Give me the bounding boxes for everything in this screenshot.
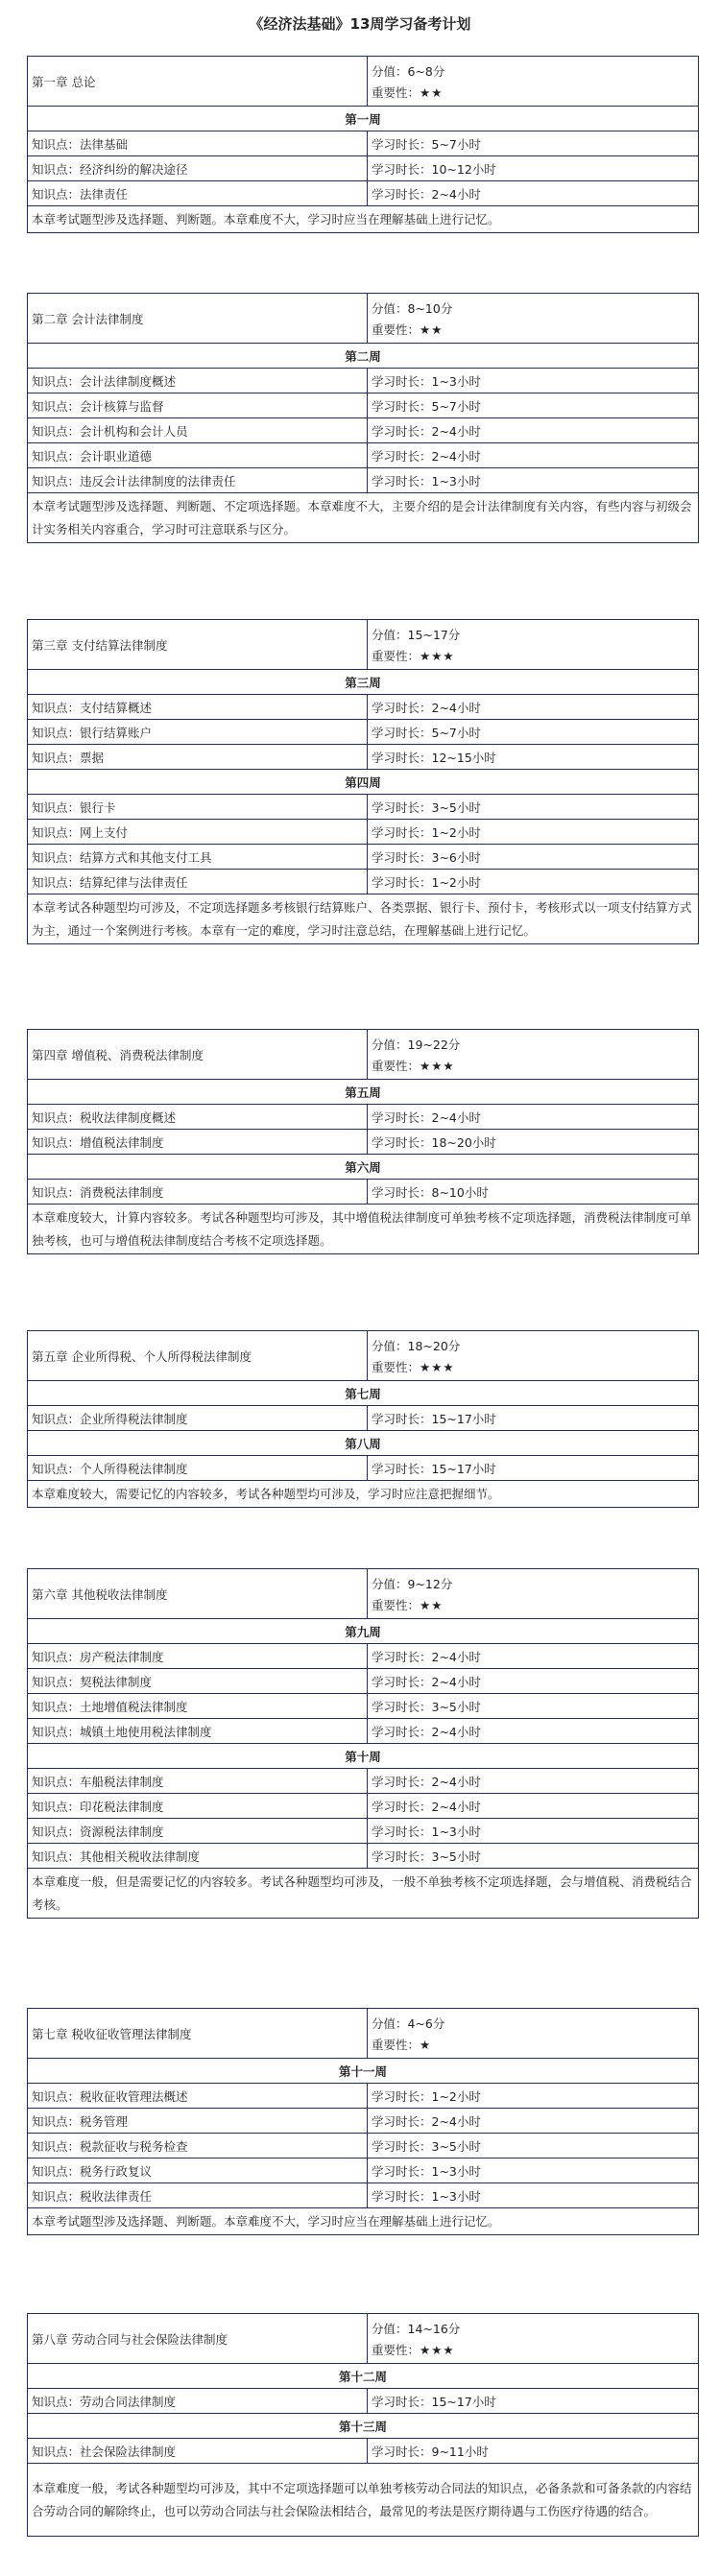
chapter-note-row (28, 1869, 699, 1919)
importance-line (372, 1595, 694, 1616)
knowledge-point: 知识点：印花税法律制度 (28, 1794, 368, 1819)
chapter-info (368, 2009, 699, 2059)
knowledge-point: 知识点：税务行政复议 (28, 2159, 368, 2183)
knowledge-point: 知识点：其他相关税收法律制度 (28, 1844, 368, 1869)
score-text: 分值：8~10分 (372, 301, 453, 316)
week-row (28, 344, 699, 369)
chapter-table (27, 1029, 699, 1254)
chapter-header-row (28, 620, 699, 670)
study-duration: 学习时长：3~5小时 (368, 795, 699, 820)
knowledge-point: 知识点：增值税法律制度 (28, 1130, 368, 1155)
study-duration: 学习时长：15~17小时 (368, 2389, 699, 2414)
importance-stars: ★★★ (420, 1360, 455, 1374)
week-label: 第十一周 (28, 2059, 699, 2084)
knowledge-point: 知识点：结算纪律与法律责任 (28, 870, 368, 894)
study-duration: 学习时长：1~3小时 (368, 369, 699, 394)
importance-label: 重要性： (372, 649, 420, 663)
importance-stars: ★★★ (420, 1059, 455, 1073)
week-label: 第十周 (28, 1744, 699, 1769)
importance-line (372, 1056, 694, 1077)
chapter-note-row (28, 206, 699, 233)
study-duration: 学习时长：3~5小时 (368, 1694, 699, 1719)
study-duration: 学习时长：3~5小时 (368, 2134, 699, 2159)
importance-label: 重要性： (372, 85, 420, 100)
chapter-note: 本章考试各种题型均可涉及，不定项选择题多考核银行结算账户、各类票据、银行卡、预付卡，考核形式以一项支付结算方式为主，通过一个案例进行考核。本章有一定的难度，学习时注意总结，在理解基础上进行记忆。 (28, 894, 699, 944)
chapter-table (27, 56, 699, 233)
importance-label: 重要性： (372, 1598, 420, 1612)
chapter-note: 本章考试题型涉及选择题、判断题。本章难度不大，学习时应当在理解基础上进行记忆。 (28, 206, 699, 233)
chapter-note-row (28, 894, 699, 944)
importance-line (372, 83, 694, 104)
knowledge-row (28, 1105, 699, 1130)
knowledge-row (28, 2389, 699, 2414)
chapter-header-row (28, 1030, 699, 1080)
knowledge-row (28, 1819, 699, 1844)
chapter-info (368, 1030, 699, 1080)
knowledge-row (28, 795, 699, 820)
knowledge-row (28, 2183, 699, 2208)
knowledge-point: 知识点：银行卡 (28, 795, 368, 820)
chapter-header-row (28, 2314, 699, 2364)
week-label: 第一周 (28, 107, 699, 131)
score-text: 分值：4~6分 (372, 2016, 445, 2031)
knowledge-point: 知识点：资源税法律制度 (28, 1819, 368, 1844)
knowledge-row (28, 1669, 699, 1694)
chapter-note-row (28, 493, 699, 543)
score-text: 分值：15~17分 (372, 628, 461, 642)
chapter-note: 本章难度一般，考试各种题型均可涉及，其中不定项选择题可以单独考核劳动合同法的知识点，必备条款和可备条款的内容结合劳动合同的解除终止，也可以劳动合同法与社会保险法相结合，最常见的考法是医疗期待遇与工伤医疗待遇的结合。 (28, 2464, 699, 2537)
chapter-info (368, 1569, 699, 1619)
week-row (28, 107, 699, 131)
chapter-table (27, 293, 699, 543)
importance-stars: ★ (420, 2038, 432, 2052)
knowledge-row (28, 468, 699, 493)
week-row (28, 1744, 699, 1769)
importance-line (372, 646, 694, 667)
knowledge-row (28, 1180, 699, 1205)
knowledge-row (28, 1769, 699, 1794)
chapter-title: 第二章 会计法律制度 (28, 294, 368, 344)
chapter-table (27, 619, 699, 944)
knowledge-row (28, 156, 699, 181)
week-row (28, 770, 699, 795)
knowledge-row (28, 2109, 699, 2134)
knowledge-row (28, 394, 699, 418)
week-label: 第三周 (28, 670, 699, 695)
chapter-info (368, 2314, 699, 2364)
chapter-table (27, 2313, 699, 2537)
knowledge-point: 知识点：会计机构和会计人员 (28, 418, 368, 443)
importance-label: 重要性： (372, 1360, 420, 1374)
knowledge-point: 知识点：经济纠纷的解决途径 (28, 156, 368, 181)
study-duration: 学习时长：15~17小时 (368, 1406, 699, 1431)
knowledge-row (28, 745, 699, 770)
knowledge-row (28, 870, 699, 894)
knowledge-point: 知识点：社会保险法律制度 (28, 2439, 368, 2464)
score-text: 分值：9~12分 (372, 1577, 453, 1591)
chapter-table (27, 2008, 699, 2235)
knowledge-row (28, 2134, 699, 2159)
knowledge-row (28, 2439, 699, 2464)
study-duration: 学习时长：2~4小时 (368, 1719, 699, 1744)
chapter-title: 第八章 劳动合同与社会保险法律制度 (28, 2314, 368, 2364)
week-label: 第十三周 (28, 2414, 699, 2439)
week-row (28, 1619, 699, 1644)
week-label: 第九周 (28, 1619, 699, 1644)
chapter-title: 第七章 税收征收管理法律制度 (28, 2009, 368, 2059)
knowledge-point: 知识点：会计职业道德 (28, 443, 368, 468)
study-duration: 学习时长：2~4小时 (368, 1105, 699, 1130)
study-duration: 学习时长：3~6小时 (368, 845, 699, 870)
knowledge-point: 知识点：消费税法律制度 (28, 1180, 368, 1205)
study-duration: 学习时长：5~7小时 (368, 131, 699, 156)
knowledge-point: 知识点：银行结算账户 (28, 720, 368, 745)
chapter-title: 第四章 增值税、消费税法律制度 (28, 1030, 368, 1080)
week-label: 第五周 (28, 1080, 699, 1105)
week-label: 第七周 (28, 1381, 699, 1406)
knowledge-point: 知识点：税款征收与税务检查 (28, 2134, 368, 2159)
chapter-note: 本章难度较大，计算内容较多。考试各种题型均可涉及，其中增值税法律制度可单独考核不定项选择题，消费税法律制度可单独考核，也可与增值税法律制度结合考核不定项选择题。 (28, 1205, 699, 1254)
knowledge-point: 知识点：土地增值税法律制度 (28, 1694, 368, 1719)
knowledge-point: 知识点：个人所得税法律制度 (28, 1456, 368, 1481)
chapter-note-row (28, 2464, 699, 2537)
knowledge-point: 知识点：企业所得税法律制度 (28, 1406, 368, 1431)
knowledge-point: 知识点：税收法律责任 (28, 2183, 368, 2208)
chapter-info (368, 1331, 699, 1381)
knowledge-row (28, 1406, 699, 1431)
week-row (28, 1431, 699, 1456)
chapter-title: 第五章 企业所得税、个人所得税法律制度 (28, 1331, 368, 1381)
chapter-header-row (28, 294, 699, 344)
knowledge-point: 知识点：支付结算概述 (28, 695, 368, 720)
knowledge-row (28, 820, 699, 845)
chapter-header-row (28, 57, 699, 107)
knowledge-point: 知识点：法律基础 (28, 131, 368, 156)
week-row (28, 2414, 699, 2439)
chapter-note-row (28, 1205, 699, 1254)
importance-label: 重要性： (372, 2343, 420, 2357)
study-duration: 学习时长：2~4小时 (368, 1769, 699, 1794)
knowledge-row (28, 1844, 699, 1869)
knowledge-row (28, 2084, 699, 2109)
score-text: 分值：14~16分 (372, 2322, 461, 2336)
score-text: 分值：18~20分 (372, 1339, 461, 1353)
knowledge-point: 知识点：契税法律制度 (28, 1669, 368, 1694)
week-label: 第六周 (28, 1155, 699, 1180)
week-row (28, 2059, 699, 2084)
importance-label: 重要性： (372, 322, 420, 337)
week-row (28, 670, 699, 695)
week-row (28, 1155, 699, 1180)
study-duration: 学习时长：2~4小时 (368, 1669, 699, 1694)
study-duration: 学习时长：8~10小时 (368, 1180, 699, 1205)
knowledge-point: 知识点：票据 (28, 745, 368, 770)
study-duration: 学习时长：2~4小时 (368, 1644, 699, 1669)
chapter-note: 本章考试题型涉及选择题、判断题、不定项选择题。本章难度不大，主要介绍的是会计法律制度有关内容，有些内容与初级会计实务相关内容重合，学习时可注意联系与区分。 (28, 493, 699, 543)
knowledge-row (28, 181, 699, 206)
chapter-note-row (28, 2208, 699, 2235)
importance-line (372, 1357, 694, 1378)
importance-stars: ★★★ (420, 2343, 455, 2357)
study-duration: 学习时长：15~17小时 (368, 1456, 699, 1481)
chapter-title: 第一章 总论 (28, 57, 368, 107)
week-row (28, 2364, 699, 2389)
study-duration: 学习时长：2~4小时 (368, 695, 699, 720)
knowledge-row (28, 1456, 699, 1481)
importance-line (372, 2035, 694, 2056)
study-duration: 学习时长：1~3小时 (368, 2183, 699, 2208)
knowledge-point: 知识点：法律责任 (28, 181, 368, 206)
knowledge-point: 知识点：会计核算与监督 (28, 394, 368, 418)
knowledge-row (28, 845, 699, 870)
knowledge-row (28, 2159, 699, 2183)
week-row (28, 1381, 699, 1406)
chapter-table (27, 1568, 699, 1919)
study-duration: 学习时长：2~4小时 (368, 181, 699, 206)
week-row (28, 1080, 699, 1105)
knowledge-point: 知识点：城镇土地使用税法律制度 (28, 1719, 368, 1744)
study-duration: 学习时长：1~2小时 (368, 870, 699, 894)
chapter-info (368, 57, 699, 107)
knowledge-point: 知识点：劳动合同法律制度 (28, 2389, 368, 2414)
knowledge-row (28, 418, 699, 443)
study-duration: 学习时长：10~12小时 (368, 156, 699, 181)
study-duration: 学习时长：1~3小时 (368, 1819, 699, 1844)
knowledge-point: 知识点：税收法律制度概述 (28, 1105, 368, 1130)
week-label: 第十二周 (28, 2364, 699, 2389)
week-label: 第八周 (28, 1431, 699, 1456)
study-duration: 学习时长：2~4小时 (368, 418, 699, 443)
week-label: 第二周 (28, 344, 699, 369)
importance-stars: ★★ (420, 322, 444, 337)
knowledge-point: 知识点：结算方式和其他支付工具 (28, 845, 368, 870)
chapter-note: 本章难度一般，但是需要记忆的内容较多。考试各种题型均可涉及，一般不单独考核不定项选择题，会与增值税、消费税结合考核。 (28, 1869, 699, 1919)
knowledge-row (28, 1694, 699, 1719)
study-duration: 学习时长：12~15小时 (368, 745, 699, 770)
study-duration: 学习时长：3~5小时 (368, 1844, 699, 1869)
study-duration: 学习时长：9~11小时 (368, 2439, 699, 2464)
knowledge-point: 知识点：税务管理 (28, 2109, 368, 2134)
knowledge-row (28, 1130, 699, 1155)
knowledge-row (28, 131, 699, 156)
study-duration: 学习时长：2~4小时 (368, 1794, 699, 1819)
importance-label: 重要性： (372, 2038, 420, 2052)
study-duration: 学习时长：5~7小时 (368, 720, 699, 745)
score-text: 分值：19~22分 (372, 1038, 461, 1052)
knowledge-row (28, 720, 699, 745)
knowledge-row (28, 443, 699, 468)
study-duration: 学习时长：18~20小时 (368, 1130, 699, 1155)
study-duration: 学习时长：2~4小时 (368, 2109, 699, 2134)
knowledge-row (28, 1719, 699, 1744)
chapter-title: 第三章 支付结算法律制度 (28, 620, 368, 670)
chapter-header-row (28, 1331, 699, 1381)
page-title: 《经济法基础》13周学习备考计划 (249, 15, 471, 33)
knowledge-row (28, 1644, 699, 1669)
knowledge-point: 知识点：房产税法律制度 (28, 1644, 368, 1669)
chapter-table (27, 1330, 699, 1508)
knowledge-row (28, 1794, 699, 1819)
chapter-header-row (28, 2009, 699, 2059)
study-duration: 学习时长：5~7小时 (368, 394, 699, 418)
importance-line (372, 2340, 694, 2361)
chapter-note: 本章难度较大，需要记忆的内容较多，考试各种题型均可涉及，学习时应注意把握细节。 (28, 1481, 699, 1508)
knowledge-point: 知识点：车船税法律制度 (28, 1769, 368, 1794)
knowledge-row (28, 369, 699, 394)
chapter-info (368, 294, 699, 344)
study-duration: 学习时长：1~2小时 (368, 2084, 699, 2109)
study-duration: 学习时长：1~2小时 (368, 820, 699, 845)
importance-line (372, 320, 694, 341)
knowledge-point: 知识点：网上支付 (28, 820, 368, 845)
knowledge-point: 知识点：会计法律制度概述 (28, 369, 368, 394)
study-duration: 学习时长：1~3小时 (368, 468, 699, 493)
chapter-header-row (28, 1569, 699, 1619)
knowledge-point: 知识点：税收征收管理法概述 (28, 2084, 368, 2109)
knowledge-row (28, 695, 699, 720)
study-duration: 学习时长：2~4小时 (368, 443, 699, 468)
week-label: 第四周 (28, 770, 699, 795)
chapter-note: 本章考试题型涉及选择题、判断题。本章难度不大，学习时应当在理解基础上进行记忆。 (28, 2208, 699, 2235)
score-text: 分值：6~8分 (372, 64, 445, 79)
chapter-note-row (28, 1481, 699, 1508)
importance-label: 重要性： (372, 1059, 420, 1073)
chapter-info (368, 620, 699, 670)
knowledge-point: 知识点：违反会计法律制度的法律责任 (28, 468, 368, 493)
importance-stars: ★★★ (420, 649, 455, 663)
study-duration: 学习时长：1~3小时 (368, 2159, 699, 2183)
importance-stars: ★★ (420, 1598, 444, 1612)
importance-stars: ★★ (420, 85, 444, 100)
chapter-title: 第六章 其他税收法律制度 (28, 1569, 368, 1619)
